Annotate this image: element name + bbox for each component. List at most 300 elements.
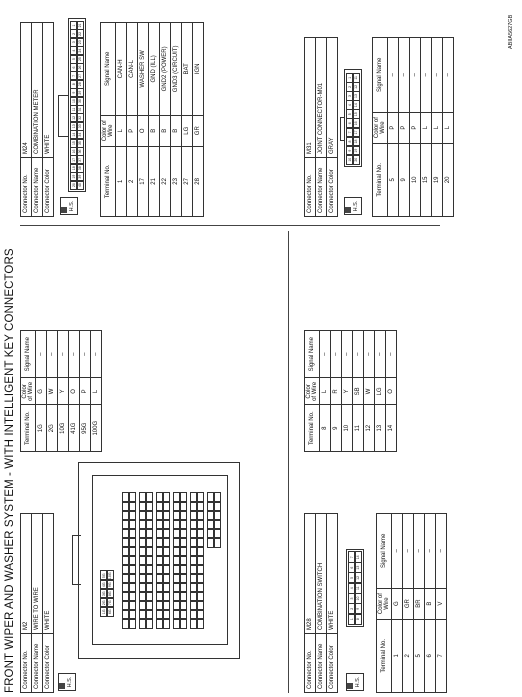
signal-name-cell: – [331, 331, 342, 378]
terminal-no-cell: 13 [375, 405, 386, 452]
pin-cell: 27 [76, 71, 84, 81]
table-row [116, 23, 127, 217]
pin-cell: 9G [106, 580, 114, 591]
pin-cell: 4G [100, 580, 108, 591]
pin-cell: 13 [352, 91, 360, 102]
pin-cell: 30 [76, 96, 84, 106]
wire-color-cell: P [410, 112, 421, 143]
table-row [193, 23, 204, 217]
pin-cell [196, 619, 204, 630]
pin-cell: 3G [100, 589, 108, 600]
wire-color-cell: R [331, 378, 342, 405]
signal-name-cell: – [414, 514, 425, 589]
table-row [414, 514, 425, 693]
wire-color-cell: L [91, 378, 102, 405]
image-reference: ABIIA5627GB [508, 14, 514, 49]
wire-color-cell: Y [58, 378, 69, 405]
signal-name-cell: CAN-H [116, 23, 127, 116]
pin-cell [128, 502, 136, 513]
pin-cell: 7G [106, 598, 114, 609]
pin-cell: 8 [70, 79, 78, 89]
pin-cell: 8G [106, 589, 114, 600]
pin-cell: 5 [346, 109, 354, 120]
pin-cell: 15 [70, 138, 78, 148]
wire-color-cell: B [149, 115, 160, 146]
table-row [353, 331, 364, 452]
pin-cell [128, 592, 136, 603]
signal-name-cell: – [432, 38, 443, 113]
signal-name-cell: IGN [193, 23, 204, 116]
table-row [342, 331, 353, 452]
row-divider [288, 231, 289, 693]
terminal-no-cell: 14 [386, 405, 397, 452]
m2-latch [72, 535, 81, 585]
terminal-no-cell: 9 [399, 143, 410, 216]
pin-cell: 8 [354, 613, 362, 625]
pin-cell [128, 574, 136, 585]
pin-cell: 23 [76, 37, 84, 47]
pin-cell [196, 610, 204, 621]
pin-cell: 7 [346, 127, 354, 138]
pin-cell [162, 610, 170, 621]
pin-cell [196, 601, 204, 612]
pin-cell: 19 [70, 172, 78, 182]
terminal-no-cell: 1 [392, 619, 403, 692]
pin-cell [162, 601, 170, 612]
pin-cell: 19 [352, 145, 360, 156]
terminal-no-cell: 100G [91, 405, 102, 452]
pin-cell: 10G [108, 572, 112, 580]
pin-cell: 12 [354, 572, 362, 584]
pin-cell: 1 [70, 21, 78, 31]
terminal-no-cell: 28 [193, 146, 204, 216]
pin-cell: 24 [76, 46, 84, 56]
pin-cell [213, 502, 221, 513]
table-row [69, 331, 80, 452]
pin-cell: 1 [346, 73, 354, 84]
pin-cell: 39 [76, 172, 84, 182]
pin-cell: 31 [76, 105, 84, 115]
terminal-no-cell: 11 [353, 405, 364, 452]
signal-name-cell: BAT [182, 23, 193, 116]
table-row [436, 514, 447, 693]
pin-cell: 12 [352, 82, 360, 93]
pin-cell: 5 [348, 572, 356, 584]
signal-name-cell: – [443, 38, 454, 113]
pin-cell [179, 529, 187, 540]
pin-cell [145, 601, 153, 612]
wire-color-cell: L [116, 115, 127, 146]
pin-cell [145, 511, 153, 522]
pin-cell: 7 [348, 551, 356, 563]
pin-cell: 2 [70, 29, 78, 39]
pin-cell [145, 583, 153, 594]
pin-cell [145, 502, 153, 513]
signal-name-cell: CAN-L [127, 23, 138, 116]
signal-name-cell: – [80, 331, 91, 378]
m24-info-table: Connector No. M24 Connector Name COMBINATION METER Connector Color WHITE [20, 22, 54, 217]
pin-cell [128, 583, 136, 594]
terminal-no-cell: 10 [342, 405, 353, 452]
hs-icon: H.S. [344, 197, 362, 215]
m31-info-table: Connector No. M31 Connector Name JOINT CONNECTOR-M01 Connector Color GRAY [304, 37, 338, 217]
pin-cell: 38 [76, 163, 84, 173]
pin-cell [196, 511, 204, 522]
m24-terminal-table: Terminal No. Color of Wire Signal Name 1 L CAN-H 2 P CAN-L 17 O WASHER SW 21 B GND (ILL) 22 B GND2 (POWER) 23 B GND3 (CIRCUIT) 27 LG BAT 28 GR IGN [100, 22, 204, 217]
pin-cell: 3 [348, 593, 356, 605]
table-row [127, 23, 138, 217]
wire-color-cell: L [432, 112, 443, 143]
signal-name-cell: – [364, 331, 375, 378]
pin-cell: 1 [348, 613, 356, 625]
signal-name-cell: – [320, 331, 331, 378]
wire-color-cell: LG [182, 115, 193, 146]
pin-cell: 9 [70, 88, 78, 98]
wire-color-cell: O [138, 115, 149, 146]
pin-cell: 6 [346, 118, 354, 129]
pin-cell: 36 [76, 147, 84, 157]
terminal-no-cell: 21 [149, 146, 160, 216]
table-row [47, 331, 58, 452]
pin-cell: 3 [70, 37, 78, 47]
pin-cell: 10 [354, 593, 362, 605]
signal-name-cell: – [375, 331, 386, 378]
table-row [58, 331, 69, 452]
pin-cell: 4 [70, 46, 78, 56]
pin-cell [179, 592, 187, 603]
m28-connector-color: WHITE [327, 514, 338, 634]
pin-cell [128, 493, 136, 504]
pin-cell [196, 592, 204, 603]
pin-cell [145, 529, 153, 540]
pin-cell: 20 [352, 154, 360, 165]
pin-cell [128, 529, 136, 540]
pin-cell: 40 [76, 180, 84, 190]
m31-connector-name: JOINT CONNECTOR-M01 [316, 38, 327, 158]
wire-color-cell: P [80, 378, 91, 405]
pin-cell: 2 [346, 82, 354, 93]
pin-cell [213, 529, 221, 540]
pin-cell [145, 556, 153, 567]
pin-cell: 14 [70, 130, 78, 140]
pin-cell: 8 [346, 136, 354, 147]
table-row [399, 38, 410, 217]
terminal-no-cell: 19 [432, 143, 443, 216]
m31-connector-no: M31 [305, 38, 316, 158]
signal-name-cell: – [425, 514, 436, 589]
pin-cell [128, 601, 136, 612]
wire-color-cell: O [386, 378, 397, 405]
wire-color-cell: P [127, 115, 138, 146]
pin-cell [145, 520, 153, 531]
pin-cell: 34 [76, 130, 84, 140]
pin-cell [179, 502, 187, 513]
signal-name-cell: WASHER SW [138, 23, 149, 116]
pin-cell: 16 [70, 147, 78, 157]
m28-connector-no: M28 [305, 514, 316, 634]
signal-name-cell: – [410, 38, 421, 113]
wire-color-cell: O [69, 378, 80, 405]
table-row [138, 23, 149, 217]
pin-cell [196, 565, 204, 576]
pin-cell [145, 565, 153, 576]
wire-color-cell: LG [375, 378, 386, 405]
pin-cell [162, 547, 170, 558]
pin-cell: 18 [352, 136, 360, 147]
terminal-no-cell: 15 [421, 143, 432, 216]
signal-name-cell: – [388, 38, 399, 113]
pin-cell: 11 [352, 73, 360, 84]
pin-cell [162, 511, 170, 522]
pin-cell: 12 [70, 113, 78, 123]
terminal-no-cell: 95G [80, 405, 91, 452]
pin-cell [179, 601, 187, 612]
pin-cell [196, 520, 204, 531]
m28-terminal-table-cont: Terminal No. Color of Wire Signal Name 8 L – 9 R – 10 Y – 11 SB – 12 W – 13 LG – 14 O – [304, 330, 397, 452]
wire-color-cell: B [171, 115, 182, 146]
terminal-no-cell: 10 [410, 143, 421, 216]
table-row [410, 38, 421, 217]
signal-name-cell: – [421, 38, 432, 113]
pin-cell [162, 538, 170, 549]
pin-cell [213, 520, 221, 531]
pin-cell [179, 583, 187, 594]
signal-name-cell: – [436, 514, 447, 589]
pin-cell: 10 [70, 96, 78, 106]
signal-name-cell: – [399, 38, 410, 113]
signal-name-cell: GND (ILL) [149, 23, 160, 116]
pin-cell [128, 511, 136, 522]
column-divider [20, 225, 440, 226]
terminal-no-cell: 2 [403, 619, 414, 692]
terminal-no-cell: 12 [364, 405, 375, 452]
pin-cell: 15 [352, 109, 360, 120]
pin-cell [162, 493, 170, 504]
terminal-no-cell: 2G [47, 405, 58, 452]
pin-cell [213, 538, 221, 549]
wire-color-cell: W [364, 378, 375, 405]
signal-name-cell: – [36, 331, 47, 378]
wire-color-cell: L [320, 378, 331, 405]
pin-cell: 26 [76, 63, 84, 73]
pin-cell: 13 [70, 121, 78, 131]
wire-color-cell: L [421, 112, 432, 143]
table-row [91, 331, 102, 452]
table-row [403, 514, 414, 693]
pin-cell [196, 493, 204, 504]
pin-cell [162, 565, 170, 576]
pin-cell [145, 574, 153, 585]
pin-cell [128, 556, 136, 567]
terminal-no-cell: 10G [58, 405, 69, 452]
pin-cell [196, 502, 204, 513]
pin-cell: 3 [346, 91, 354, 102]
pin-cell: 16 [352, 118, 360, 129]
pin-cell: 35 [76, 138, 84, 148]
pin-cell: 6 [348, 562, 356, 574]
pin-cell [162, 502, 170, 513]
pin-cell: 11 [70, 105, 78, 115]
pin-cell [162, 529, 170, 540]
pin-cell: 17 [70, 155, 78, 165]
pin-cell [128, 610, 136, 621]
table-row [392, 514, 403, 693]
pin-cell: 9 [346, 145, 354, 156]
pin-cell [213, 493, 221, 504]
table-row [443, 38, 454, 217]
signal-name-cell: – [386, 331, 397, 378]
wire-color-cell: B [160, 115, 171, 146]
pin-cell: 2G [100, 598, 108, 609]
pin-cell: 14 [352, 100, 360, 111]
m2-connector-no: M2 [21, 514, 32, 634]
terminal-no-cell: 22 [160, 146, 171, 216]
m24-connector-name: COMBINATION METER [32, 23, 43, 158]
m2-connector-name: WIRE TO WIRE [32, 514, 43, 634]
pin-cell [128, 619, 136, 630]
pin-cell [162, 574, 170, 585]
signal-name-cell: – [392, 514, 403, 589]
pin-cell [128, 547, 136, 558]
terminal-no-cell: 5 [388, 143, 399, 216]
pin-cell: 22 [76, 29, 84, 39]
table-row [171, 23, 182, 217]
signal-name-cell: GND2 (POWER) [160, 23, 171, 116]
pin-cell [145, 610, 153, 621]
table-row [386, 331, 397, 452]
terminal-no-cell: 7 [436, 619, 447, 692]
pin-cell [145, 547, 153, 558]
pin-cell [145, 493, 153, 504]
wire-color-cell: P [399, 112, 410, 143]
pin-cell: 9 [354, 603, 362, 615]
table-row [182, 23, 193, 217]
pin-cell: 6G [106, 607, 114, 618]
m31-terminal-table: Terminal No. Color of Wire Signal Name 5 P – 9 P – 10 P – 15 L – 19 L – 20 L – [372, 37, 454, 217]
pin-cell: 4 [348, 582, 356, 594]
wire-color-cell: SB [353, 378, 364, 405]
table-row [421, 38, 432, 217]
terminal-no-cell: 17 [138, 146, 149, 216]
pin-cell: 13 [354, 562, 362, 574]
signal-name-cell: GND3 (CIRCUIT) [171, 23, 182, 116]
pin-cell: 5G [100, 571, 108, 582]
m2-terminal-table: Terminal No. Color of Wire Signal Name 1G G – 2G W – 10G Y – 41G O – 95G P – 100G L – [20, 330, 102, 452]
wire-color-cell: W [47, 378, 58, 405]
pin-cell: 18 [70, 163, 78, 173]
pin-cell: 17 [352, 127, 360, 138]
table-row [160, 23, 171, 217]
signal-name-cell: – [69, 331, 80, 378]
wire-color-cell: B [425, 588, 436, 619]
pin-cell: 25 [76, 54, 84, 64]
pin-cell [196, 538, 204, 549]
table-row [425, 514, 436, 693]
m28-info-table: Connector No. M28 Connector Name COMBINATION SWITCH Connector Color WHITE [304, 513, 338, 693]
pin-cell [179, 619, 187, 630]
terminal-no-cell: 6 [425, 619, 436, 692]
pin-cell: 1G [100, 607, 108, 618]
pin-cell [162, 592, 170, 603]
pin-cell [179, 538, 187, 549]
pin-cell [213, 511, 221, 522]
wire-color-cell: P [388, 112, 399, 143]
table-row [36, 331, 47, 452]
pin-cell [179, 520, 187, 531]
m28-connector-name: COMBINATION SWITCH [316, 514, 327, 634]
pin-cell: 4 [346, 100, 354, 111]
pin-cell: 7 [70, 71, 78, 81]
terminal-no-cell: 1 [116, 146, 127, 216]
terminal-no-cell: 1G [36, 405, 47, 452]
terminal-no-cell: 5 [414, 619, 425, 692]
m31-connector-color: GRAY [327, 38, 338, 158]
pin-cell [145, 619, 153, 630]
wire-color-cell: GR [193, 115, 204, 146]
table-row [388, 38, 399, 217]
wire-color-cell: GR [403, 588, 414, 619]
pin-cell [128, 538, 136, 549]
pin-cell [196, 556, 204, 567]
table-row [364, 331, 375, 452]
pin-cell [179, 511, 187, 522]
signal-name-cell: – [403, 514, 414, 589]
pin-cell [179, 493, 187, 504]
table-row [375, 331, 386, 452]
wire-color-cell: G [36, 378, 47, 405]
m2-info-table: Connector No. M2 Connector Name WIRE TO WIRE Connector Color WHITE [20, 513, 54, 693]
pin-cell: 2 [348, 603, 356, 615]
terminal-no-cell: 9 [331, 405, 342, 452]
signal-name-cell: – [91, 331, 102, 378]
hs-icon: H.S. [346, 673, 364, 691]
hs-icon: H.S. [58, 673, 76, 691]
m24-connector-color: WHITE [43, 23, 54, 158]
pin-cell [162, 619, 170, 630]
m24-connector-no: M24 [21, 23, 32, 158]
hs-icon: H.S. [60, 197, 78, 215]
terminal-no-cell: 41G [69, 405, 80, 452]
pin-cell: 5 [70, 54, 78, 64]
table-row [320, 331, 331, 452]
pin-cell: 29 [76, 88, 84, 98]
pin-cell [196, 583, 204, 594]
wire-color-cell: BR [414, 588, 425, 619]
pin-cell [128, 565, 136, 576]
signal-name-cell: – [353, 331, 364, 378]
pin-cell [162, 556, 170, 567]
pin-cell: 14 [354, 551, 362, 563]
pin-cell [145, 592, 153, 603]
table-row [149, 23, 160, 217]
m28-terminal-table: Terminal No. Color of Wire Signal Name 1 G – 2 GR – 5 BR – 6 B – 7 V – [376, 513, 447, 693]
pin-cell [196, 529, 204, 540]
pin-cell: 11 [354, 582, 362, 594]
pin-cell: 10 [346, 154, 354, 165]
terminal-no-cell: 23 [171, 146, 182, 216]
pin-cell [145, 538, 153, 549]
pin-cell: 32 [76, 113, 84, 123]
pin-cell [179, 556, 187, 567]
table-row [80, 331, 91, 452]
pin-cell: 21 [76, 21, 84, 31]
terminal-no-cell: 8 [320, 405, 331, 452]
wire-color-cell: Y [342, 378, 353, 405]
pin-cell: 33 [76, 121, 84, 131]
pin-cell: 37 [76, 155, 84, 165]
terminal-no-cell: 2 [127, 146, 138, 216]
terminal-no-cell: 27 [182, 146, 193, 216]
